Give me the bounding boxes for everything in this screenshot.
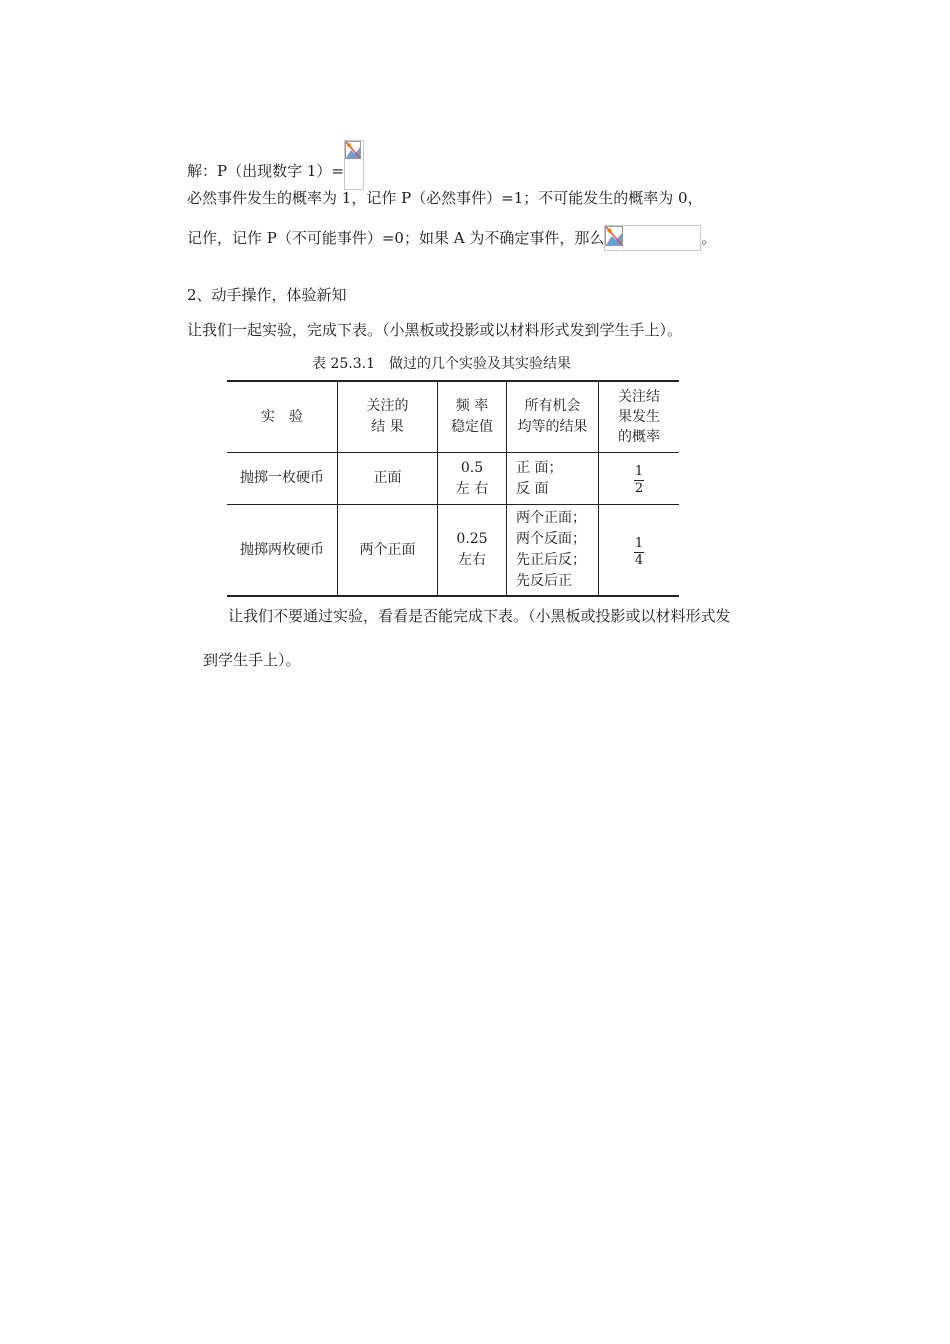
cell-frequency: 0.5 左 右 <box>438 453 507 505</box>
intro-text: 让我们一起实验，完成下表。（小黑板或投影或以材料形式发到学生手上）。 <box>187 321 683 339</box>
header-probability: 关注结 果发生 的概率 <box>599 381 680 453</box>
cell-experiment: 抛掷两枚硬币 <box>227 505 338 597</box>
header-equal-outcomes: 所有机会 均等的结果 <box>507 381 599 453</box>
cell-probability <box>599 505 680 597</box>
table-header-row <box>227 381 679 453</box>
uncertain-event-suffix: 。 <box>701 229 717 247</box>
cell-outcome: 正面 <box>338 453 438 505</box>
followup-line-1: 让我们不要通过实验，看看是否能完成下表。（小黑板或投影或以材料形式发 <box>228 607 731 625</box>
header-experiment: 实 验 <box>227 381 338 453</box>
fraction: $\frac{1}{4}$ <box>634 535 644 568</box>
cell-outcome: 两个正面 <box>338 505 438 597</box>
section-heading: 2、动手操作，体验新知 <box>187 286 347 304</box>
cell-probability <box>599 453 680 505</box>
solution-prefix: 解：P（出现数字 1）= <box>187 162 344 180</box>
solution-line <box>187 140 364 190</box>
formula-image-placeholder-2 <box>604 225 701 251</box>
table-row <box>227 453 679 505</box>
uncertain-event-body: 记作，记作 P（不可能事件）=0；如果 A 为不确定事件，那么 <box>187 229 605 247</box>
experiment-table <box>227 380 679 597</box>
sure-event-text: 必然事件发生的概率为 1，记作 P（必然事件）=1；不可能发生的概率为 0， <box>187 189 703 207</box>
broken-image-icon <box>605 226 623 246</box>
cell-equal-outcomes: 正 面； 反 面 <box>507 453 599 505</box>
header-frequency: 频 率 稳定值 <box>438 381 507 453</box>
formula-image-placeholder <box>344 140 364 190</box>
fraction: $\frac{1}{2}$ <box>634 464 644 496</box>
cell-frequency: 0.25 左右 <box>438 505 507 597</box>
cell-experiment: 抛掷一枚硬币 <box>227 453 338 505</box>
cell-equal-outcomes: 两个正面； 两个反面； 先正后反； 先反后正 <box>507 505 599 597</box>
table-row <box>227 505 679 597</box>
followup-line-2: 到学生手上）。 <box>203 651 301 669</box>
header-outcome: 关注的 结 果 <box>338 381 438 453</box>
broken-image-icon <box>345 141 361 159</box>
uncertain-event-text <box>187 225 716 251</box>
table-caption: 表 25.3.1 做过的几个实验及其实验结果 <box>312 356 571 372</box>
